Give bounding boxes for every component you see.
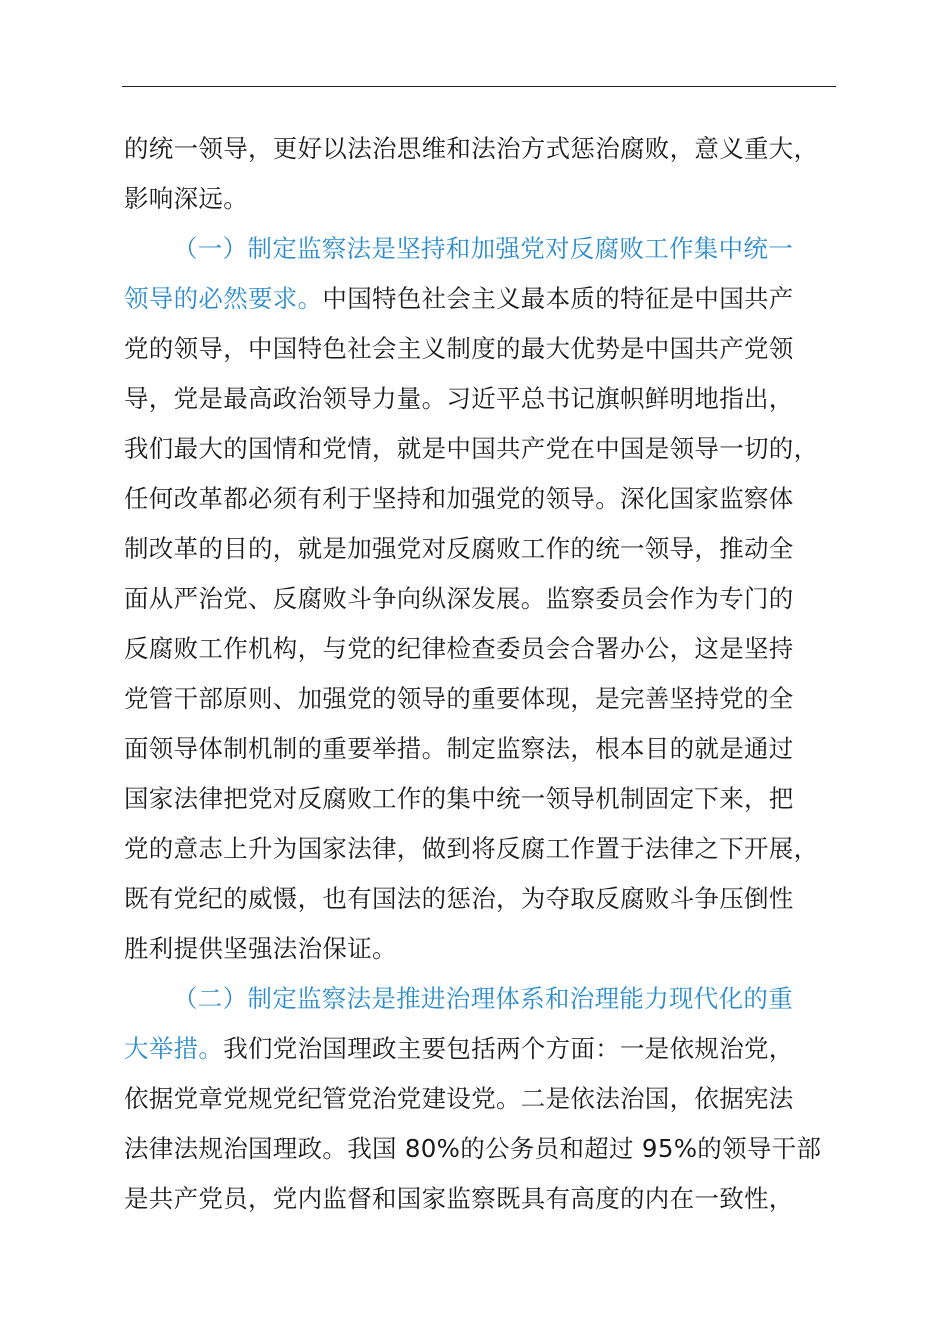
paragraph-line [124, 324, 836, 374]
document-body [124, 124, 836, 1224]
body-text: 我们最大的国情和党情，就是中国共产党在中国是领导一切的， [124, 434, 819, 463]
body-text: 面从严治党、反腐败斗争向纵深发展。监察委员会作为专门的 [124, 584, 794, 613]
section-heading-1: （一）制定监察法是坚持和加强党对反腐败工作集中统一 [173, 234, 793, 263]
section-heading-2-end: 大举措。 [124, 1034, 224, 1063]
body-text: 法律法规治国理政。我国 80%的公务员和超过 95%的领导干部 [124, 1134, 822, 1163]
paragraph-line [124, 674, 836, 724]
paragraph-line [124, 274, 836, 324]
body-text: 国家法律把党对反腐败工作的集中统一领导机制固定下来，把 [124, 784, 794, 813]
paragraph-line [124, 924, 836, 974]
body-text: 既有党纪的威慑，也有国法的惩治，为夺取反腐败斗争压倒性 [124, 884, 794, 913]
body-text: 党管干部原则、加强党的领导的重要体现，是完善坚持党的全 [124, 684, 794, 713]
paragraph-line [124, 1124, 836, 1174]
paragraph-line [124, 774, 836, 824]
section-heading-1-end: 领导的必然要求。 [124, 284, 323, 313]
body-text: 导，党是最高政治领导力量。习近平总书记旗帜鲜明地指出， [124, 384, 794, 413]
section-heading-line [124, 224, 836, 274]
paragraph-line [124, 874, 836, 924]
paragraph-line [124, 524, 836, 574]
paragraph-line [124, 174, 836, 224]
paragraph-line [124, 724, 836, 774]
paragraph-line [124, 374, 836, 424]
body-text: 是共产党员，党内监督和国家监察既具有高度的内在一致性， [124, 1184, 794, 1213]
paragraph-line [124, 574, 836, 624]
body-text: 反腐败工作机构，与党的纪律检查委员会合署办公，这是坚持 [124, 634, 794, 663]
paragraph-line [124, 424, 836, 474]
body-text: 任何改革都必须有利于坚持和加强党的领导。深化国家监察体 [124, 484, 794, 513]
paragraph-line [124, 1174, 836, 1224]
section-heading-2: （二）制定监察法是推进治理体系和治理能力现代化的重 [173, 984, 793, 1013]
body-text: 党的意志上升为国家法律，做到将反腐工作置于法律之下开展， [124, 834, 819, 863]
paragraph-line [124, 624, 836, 674]
body-text: 面领导体制机制的重要举措。制定监察法，根本目的就是通过 [124, 734, 794, 763]
body-text: 制改革的目的，就是加强党对反腐败工作的统一领导，推动全 [124, 534, 794, 563]
section-heading-line [124, 974, 836, 1024]
body-text: 党的领导，中国特色社会主义制度的最大优势是中国共产党领 [124, 334, 794, 363]
paragraph-line [124, 824, 836, 874]
body-text: 胜利提供坚强法治保证。 [124, 934, 397, 963]
paragraph-line [124, 124, 836, 174]
body-text: 影响深远。 [124, 184, 248, 213]
body-text: 中国特色社会主义最本质的特征是中国共产 [322, 284, 794, 313]
body-text: 我们党治国理政主要包括两个方面：一是依规治党， [223, 1034, 794, 1063]
paragraph-line [124, 474, 836, 524]
body-text: 依据党章党规党纪管党治党建设党。二是依法治国，依据宪法 [124, 1084, 794, 1113]
header-rule [122, 86, 836, 87]
paragraph-line [124, 1024, 836, 1074]
paragraph-line [124, 1074, 836, 1124]
body-text: 的统一领导，更好以法治思维和法治方式惩治腐败，意义重大， [124, 134, 819, 163]
